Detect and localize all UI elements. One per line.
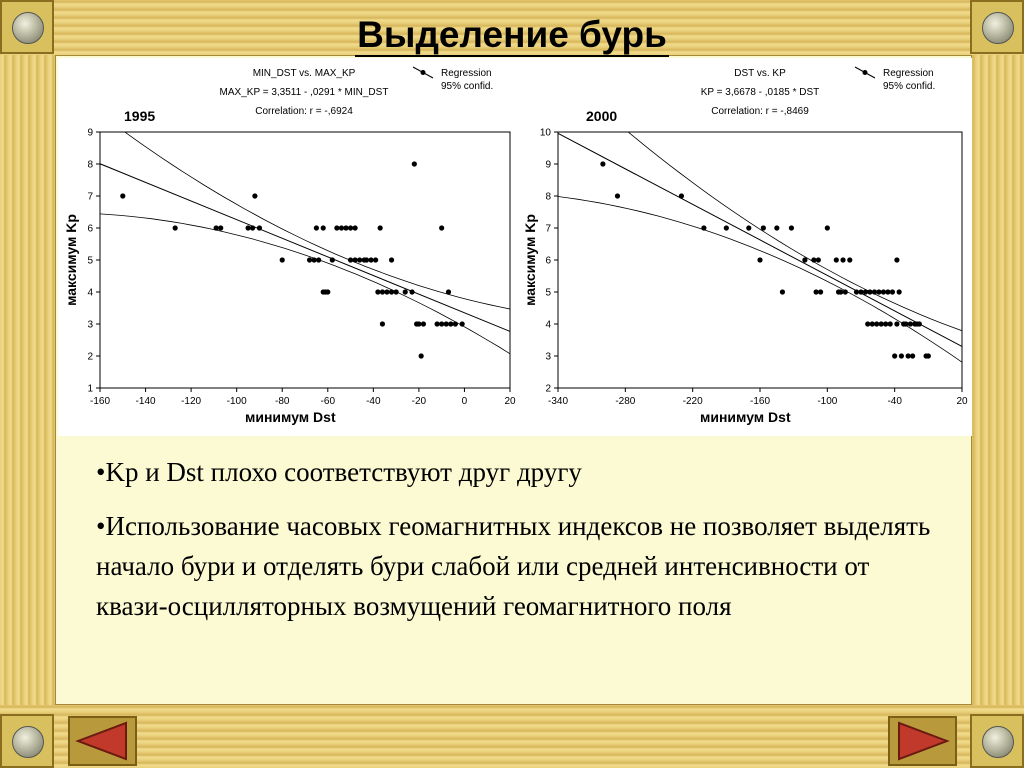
chart1-data-point [173,225,178,230]
chart2-x-tick-label: -100 [817,396,838,407]
chart2-equation: KP = 3,6678 - ,0185 * DST [700,87,820,98]
chart2-legend-marker [863,70,868,75]
chart1-data-point [280,257,285,262]
chart1-data-point [330,257,335,262]
chart1-data-point [339,225,344,230]
chart1-data-point [312,257,317,262]
chart1-x-tick-label: 20 [504,396,516,407]
charts-area [58,58,972,436]
chart1-y-tick-label: 4 [87,287,93,299]
chart1-x-tick-label: 0 [461,396,468,407]
bullet-list [96,452,946,640]
scatter-charts [58,58,972,436]
chart1-data-point [348,257,353,262]
chart2-data-point [615,193,620,198]
chart2-data-point [917,321,922,326]
chart1-data-point [439,225,444,230]
chart2-data-point [679,193,684,198]
chart1-data-point [325,289,330,294]
chart1-data-point [373,257,378,262]
bullet-item-1: •Kp и Dst плохо соответствуют друг другу [96,457,582,487]
chart2-x-tick-label: -280 [615,396,636,407]
chart1-x-tick-label: -140 [135,396,156,407]
chart1-data-point [252,193,257,198]
chart1-x-tick-label: -120 [181,396,202,407]
chart2-data-point [910,353,915,358]
chart2-data-point [908,321,913,326]
chart2-data-point [874,321,879,326]
chart1-x-tick-label: -60 [320,396,336,407]
chart2-data-point [838,289,843,294]
chart1-x-tick-label: -20 [411,396,427,407]
chart1-data-point [394,289,399,294]
chart1-data-point [412,161,417,166]
chart1-x-tick-label: -100 [226,396,247,407]
bullet-item-2: •Использование часовых геомагнитных индексов не позволяет выделять начало бури и отделять бури слабой или средней интенсивности от квази-осцилляторных возмущений геомагнитного поля [96,511,931,621]
chart1-y-tick-label: 2 [87,351,93,363]
chart2-data-point [863,289,868,294]
chart1-data-point [218,225,223,230]
chart2-data-point [865,321,870,326]
chart1-data-point [321,225,326,230]
chart1-data-point [120,193,125,198]
chart2-data-point [854,289,859,294]
chart1-plot-frame [100,132,510,388]
chart1-data-point [460,321,465,326]
chart2-data-point [888,321,893,326]
chart1-data-point [364,257,369,262]
chart2-y-tick-label: 4 [545,319,551,331]
chart1-data-point [348,225,353,230]
chart1-data-point [257,225,262,230]
chart2-data-point [834,257,839,262]
chart1-x-tick-label: -160 [89,396,111,407]
chart1-y-tick-label: 6 [87,223,93,235]
chart2-data-point [825,225,830,230]
chart1-data-point [453,321,458,326]
chart1-x-axis-label: минимум Dst [245,409,336,425]
chart1-confidence-lower [100,214,510,354]
chart2-data-point [858,289,863,294]
chart2-x-tick-label: -220 [682,396,703,407]
knob-icon [12,726,44,758]
chart2-data-point [774,225,779,230]
chart1-equation: MAX_KP = 3,3511 - ,0291 * MIN_DST [219,87,389,98]
chart1-y-tick-label: 7 [87,191,93,203]
chart2-data-point [818,289,823,294]
chart1-year-label: 1995 [124,108,156,124]
chart1-data-point [419,353,424,358]
chart2-y-axis-label: максимум Kp [522,214,538,306]
chart2-data-point [894,257,899,262]
chart2-x-tick-label: 20 [956,396,968,407]
chart1-data-point [416,321,421,326]
chart2-confidence-lower [558,197,962,363]
chart1-y-axis-label: максимум Kp [63,214,79,306]
chart1-data-point [245,225,250,230]
chart1-data-point [353,225,358,230]
chart2-data-point [870,321,875,326]
chart1-data-point [357,257,362,262]
chart2-legend-confidence: 95% confid. [883,81,936,92]
chart1-data-point [250,225,255,230]
chart2-data-point [802,257,807,262]
chart2-x-tick-label: -40 [887,396,902,407]
frame-bottom-strip [0,705,1024,768]
chart2-data-point [926,353,931,358]
corner-knob-bottom-left [0,714,54,768]
chart2-data-point [872,289,877,294]
knob-icon [982,726,1014,758]
chart2-data-point [847,257,852,262]
chart2-data-point [789,225,794,230]
chart1-data-point [409,289,414,294]
chart2-data-point [897,289,902,294]
chart1-legend-regression: Regression [441,68,492,79]
chart2-data-point [816,257,821,262]
corner-knob-bottom-right [970,714,1024,768]
chart1-data-point [389,289,394,294]
next-slide-button[interactable] [888,716,957,766]
chart1-legend-confidence: 95% confid. [441,81,494,92]
chart1-data-point [421,321,426,326]
chart1-y-tick-label: 8 [87,159,93,171]
chart2-title: DST vs. KP [734,68,786,79]
chart1-y-tick-label: 5 [87,255,93,267]
chart2-data-point [814,289,819,294]
slide-title: Выделение бурь [357,14,667,55]
chart1-data-point [214,225,219,230]
chart2-data-point [899,353,904,358]
chart1-data-point [343,225,348,230]
chart1-y-tick-label: 3 [87,319,93,331]
chart2-data-point [894,321,899,326]
chart2-regression-line [558,133,962,346]
chart1-correlation: Correlation: r = -,6924 [255,106,353,117]
chart2-data-point [892,353,897,358]
chart2-data-point [843,289,848,294]
chart1-confidence-upper [100,114,510,309]
chart1-data-point [380,289,385,294]
chart1-data-point [446,289,451,294]
chart2-y-tick-label: 7 [545,223,551,235]
chart2-x-tick-label: -160 [749,396,771,407]
chart2-data-point [724,225,729,230]
chart2-data-point [746,225,751,230]
chart2-data-point [867,289,872,294]
chart2-y-tick-label: 6 [545,255,551,267]
chart1-data-point [378,225,383,230]
chart1-data-point [368,257,373,262]
chart2-data-point [883,321,888,326]
chart2-data-point [906,353,911,358]
chart1-x-tick-label: -40 [366,396,381,407]
chart1-data-point [444,321,449,326]
next-arrow-icon [890,718,955,764]
chart2-y-tick-label: 5 [545,287,551,299]
chart2-y-tick-label: 3 [545,351,551,363]
slide-title-wrap [0,14,1024,56]
prev-slide-button[interactable] [68,716,137,766]
prev-arrow-icon [70,718,135,764]
chart2-data-point [811,257,816,262]
chart2-y-tick-label: 10 [539,127,551,139]
chart1-data-point [375,289,380,294]
chart1-y-tick-label: 9 [87,127,93,139]
chart1-y-tick-label: 1 [87,383,93,395]
chart2-data-point [780,289,785,294]
chart1-data-point [316,257,321,262]
chart2-data-point [600,161,605,166]
chart1-data-point [380,321,385,326]
chart1-data-point [448,321,453,326]
chart2-data-point [761,225,766,230]
chart2-year-label: 2000 [586,108,618,124]
chart2-x-axis-label: минимум Dst [700,409,791,425]
chart2-legend-regression: Regression [883,68,934,79]
chart2-correlation: Correlation: r = -,8469 [711,106,809,117]
chart1-legend-marker [421,70,426,75]
chart1-data-point [384,289,389,294]
chart2-data-point [890,289,895,294]
chart2-y-tick-label: 9 [545,159,551,171]
chart2-data-point [903,321,908,326]
chart2-y-tick-label: 2 [545,383,551,395]
chart1-data-point [389,257,394,262]
chart1-data-point [307,257,312,262]
chart2-data-point [840,257,845,262]
chart1-data-point [439,321,444,326]
chart1-x-tick-label: -80 [274,396,290,407]
chart2-data-point [885,289,890,294]
chart2-x-tick-label: -340 [547,396,569,407]
chart2-data-point [757,257,762,262]
chart1-data-point [435,321,440,326]
chart2-data-point [701,225,706,230]
chart2-data-point [879,321,884,326]
chart1-data-point [353,257,358,262]
chart1-data-point [314,225,319,230]
chart1-regression-line [100,164,510,332]
chart1-data-point [334,225,339,230]
chart2-y-tick-label: 8 [545,191,551,203]
chart1-title: MIN_DST vs. MAX_KP [252,68,356,79]
chart2-data-point [876,289,881,294]
chart2-data-point [881,289,886,294]
chart1-data-point [403,289,408,294]
